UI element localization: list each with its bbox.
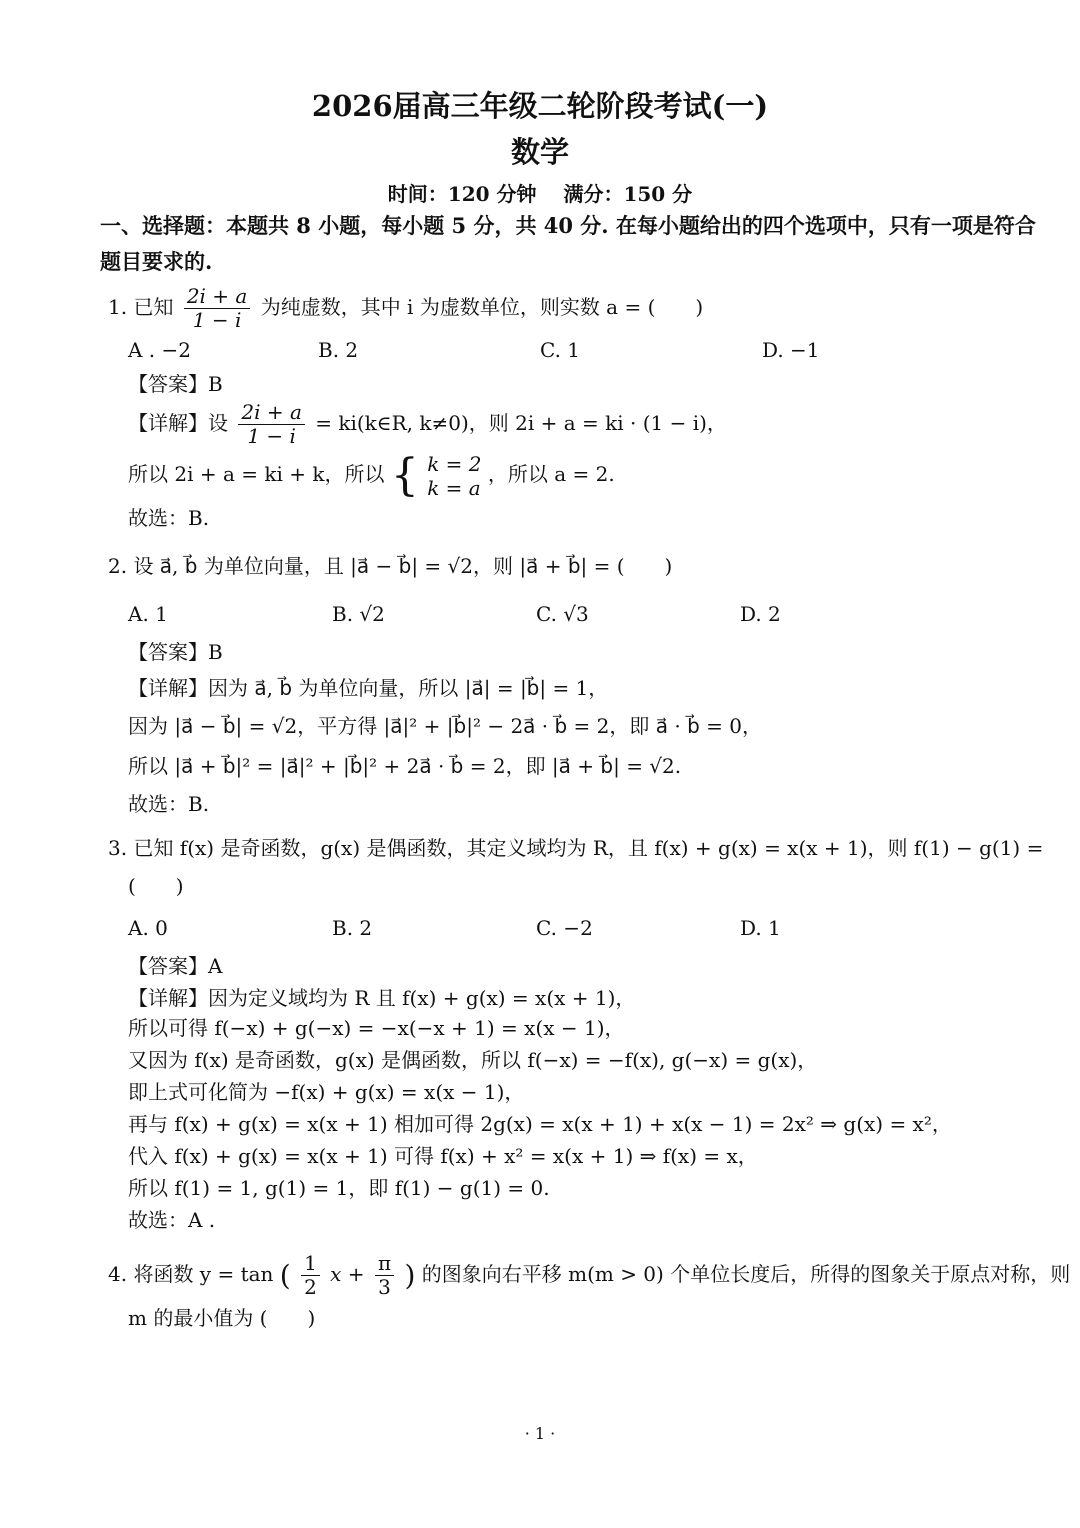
q3-detail-line4: 即上式可化简为 −f(x) + g(x) = x(x − 1)， (128, 1080, 525, 1104)
q3-option-d: D. 1 (740, 916, 781, 940)
q1-line2-prefix: 所以 2i + a = ki + k，所以 (128, 462, 385, 486)
q3-detail-line1: 【详解】因为定义域均为 R 且 f(x) + g(x) = x(x + 1)， (128, 986, 636, 1010)
q4-fraction-pi-third (375, 1253, 394, 1298)
q4-left-paren: ( (279, 1259, 291, 1292)
q1-detail-fraction (238, 402, 305, 447)
q1-detail-prefix: 【详解】设 (128, 411, 228, 435)
q3-detail-line6: 代入 f(x) + g(x) = x(x + 1) 可得 f(x) + x² = x(x + 1) ⇒ f(x) = x， (128, 1144, 758, 1168)
q1-answer: 【答案】B (128, 372, 223, 396)
q1-system-top: k = 2 (427, 451, 482, 476)
q1-detail-suffix: = ki(k∈R, k≠0)，则 2i + a = ki · (1 − i)， (315, 411, 727, 435)
q4-suffix: 的图象向右平移 m(m > 0) 个单位长度后，所得的图象关于原点对称，则 (421, 1262, 1071, 1286)
section-heading-line1: 一、选择题：本题共 8 小题，每小题 5 分，共 40 分. 在每小题给出的四个选项中，只有一项是符合 (100, 213, 1036, 238)
question-3-stem-line2: ( ) (128, 874, 184, 898)
exam-title: 2026届高三年级二轮阶段考试(一) (311, 89, 769, 123)
q1-option-b: B. 2 (318, 338, 359, 362)
q1-detail-numerator: 2i + a (238, 402, 305, 425)
page-number: · 1 · (524, 1424, 556, 1443)
section-heading-line2: 题目要求的. (100, 249, 213, 274)
q1-option-c: C. 1 (540, 338, 581, 362)
question-3-stem-line1: 3. 已知 f(x) 是奇函数，g(x) 是偶函数，其定义域均为 R，且 f(x) + g(x) = x(x + 1)，则 f(1) − g(1) = (108, 836, 1044, 860)
q4-prefix: 4. 将函数 y = tan (108, 1262, 274, 1286)
q3-detail-line7: 所以 f(1) = 1, g(1) = 1，即 f(1) − g(1) = 0. (128, 1176, 550, 1200)
q2-choice: 故选：B. (128, 792, 210, 816)
q1-detail-line1 (128, 402, 727, 447)
q2-detail-line1: 【详解】因为 a⃗, b⃗ 为单位向量，所以 |a⃗| = |b⃗| = 1， (128, 676, 609, 700)
q2-option-a: A. 1 (128, 602, 168, 626)
q1-system-bottom: k = a (427, 475, 481, 500)
q4-pi-denominator: 3 (378, 1275, 391, 1299)
question-4-stem-line2: m 的最小值为 ( ) (128, 1306, 316, 1330)
q3-choice: 故选：A . (128, 1208, 216, 1232)
q1-option-a: A . −2 (128, 338, 191, 362)
q2-detail-line3: 所以 |a⃗ + b⃗|² = |a⃗|² + |b⃗|² + 2a⃗ · b⃗ = 2，即 |a⃗ + b⃗| = √2. (128, 754, 682, 778)
exam-subject: 数学 (510, 135, 569, 169)
q1-detail-line2 (128, 450, 615, 500)
q1-prefix: 1. 已知 (108, 295, 174, 319)
q1-option-d: D. −1 (762, 338, 820, 362)
q3-detail-line5: 再与 f(x) + g(x) = x(x + 1) 相加可得 2g(x) = x(x + 1) + x(x − 1) = 2x² ⇒ g(x) = x²， (128, 1112, 952, 1136)
q1-fraction-denominator: 1 − i (192, 308, 242, 332)
q1-equation-system (427, 452, 481, 500)
q3-option-b: B. 2 (332, 916, 373, 940)
q3-option-c: C. −2 (536, 916, 593, 940)
q1-choice: 故选：B. (128, 506, 210, 530)
left-brace-symbol: { (390, 449, 419, 501)
q4-pi-numerator: π (375, 1253, 394, 1276)
q1-fraction-numerator: 2i + a (184, 286, 251, 309)
q4-fraction-half (301, 1253, 320, 1298)
q2-option-c: C. √3 (536, 602, 589, 626)
q3-option-a: A. 0 (128, 916, 168, 940)
q1-suffix: 为纯虚数，其中 i 为虚数单位，则实数 a = ( ) (260, 295, 704, 319)
q1-fraction (184, 286, 251, 331)
q2-option-b: B. √2 (332, 602, 385, 626)
q1-detail-denominator: 1 − i (247, 424, 296, 448)
q4-mid: x + (330, 1262, 365, 1286)
q1-line2-suffix: ，所以 a = 2. (487, 462, 615, 486)
question-4-stem-line1 (108, 1252, 1070, 1298)
exam-time-info: 时间：120 分钟 满分：150 分 (387, 182, 693, 206)
q2-answer: 【答案】B (128, 640, 223, 664)
q2-option-d: D. 2 (740, 602, 781, 626)
q2-detail-line2: 因为 |a⃗ − b⃗| = √2，平方得 |a⃗|² + |b⃗|² − 2a⃗ · b⃗ = 2，即 a⃗ · b⃗ = 0， (128, 714, 762, 738)
question-2-stem: 2. 设 a⃗, b⃗ 为单位向量，且 |a⃗ − b⃗| = √2，则 |a⃗ + b⃗| = ( ) (108, 554, 673, 578)
q4-half-denominator: 2 (304, 1275, 317, 1299)
q4-right-paren: ) (404, 1259, 416, 1292)
question-1-stem (108, 286, 703, 331)
q3-answer: 【答案】A (128, 954, 223, 978)
q3-detail-line3: 又因为 f(x) 是奇函数，g(x) 是偶函数，所以 f(−x) = −f(x), g(−x) = g(x)， (128, 1048, 818, 1072)
q3-detail-line2: 所以可得 f(−x) + g(−x) = −x(−x + 1) = x(x − 1)， (128, 1016, 625, 1040)
q4-half-numerator: 1 (301, 1253, 320, 1276)
